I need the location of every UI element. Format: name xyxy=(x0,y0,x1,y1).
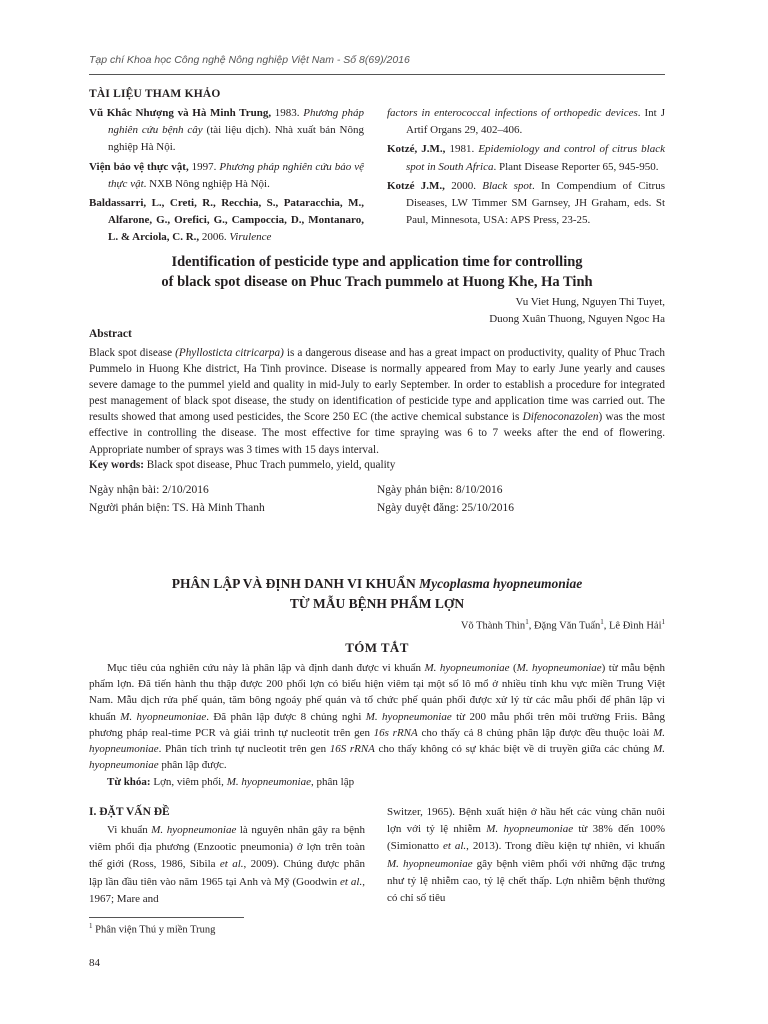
vn-title-line: TỪ MẪU BỆNH PHẨM LỢN xyxy=(289,595,465,611)
english-title-line: Identification of pesticide type and application time for controlling xyxy=(171,254,583,270)
ref-authors: Viện bảo vệ thực vật, xyxy=(89,160,189,173)
reference-entry xyxy=(387,178,665,230)
vn-keywords-label: Từ khóa: xyxy=(107,776,151,788)
italic-term: et al. xyxy=(219,858,244,871)
ref-authors: Kotzé, J.M., xyxy=(387,143,446,156)
ref-tail: . In Compendium of Citrus Diseases, LW Timmer SM Garnsey, JH Graham, eds. St Paul, Minnesota, USA: APS Press, 23-25. xyxy=(406,179,665,227)
footnote xyxy=(89,922,215,936)
ref-year: 1997. xyxy=(188,160,220,173)
vn-keywords xyxy=(89,774,665,790)
italic-term: M. hyopneumoniae xyxy=(387,857,473,870)
author-separator: , xyxy=(528,620,534,632)
header-rule xyxy=(89,74,665,75)
author-line: Duong Xuân Thuong, Nguyen Ngoc Ha xyxy=(489,312,665,325)
ref-title: Epidemiology and control of citrus black spot in South Africa xyxy=(406,143,666,173)
text-run: Vi khuẩn xyxy=(107,824,152,836)
ref-title: Phương pháp nghiên cứu bệnh cây xyxy=(108,107,365,137)
english-article-authors xyxy=(300,294,665,327)
ref-title: Virulence xyxy=(229,231,272,244)
references-left-column xyxy=(89,105,364,249)
keywords-text: Black spot disease, Phuc Trach pummelo, yield, quality xyxy=(144,459,396,471)
journal-header: Tạp chí Khoa học Công nghệ Nông nghiệp Việt Nam - Số 8(69)/2016 xyxy=(89,54,410,66)
text-run: cho thấy không có sự khác biệt về di truyền giữa các chủng xyxy=(374,743,654,756)
text-run: từ 38% đến 100% (Simionatto xyxy=(387,823,665,853)
vietnamese-article-title xyxy=(89,574,665,613)
author-line: Vu Viet Hung, Nguyen Thi Tuyet, xyxy=(515,296,665,308)
reference-entry xyxy=(387,141,665,175)
text-run: . Phân tích trình tự nucleotit trên gen xyxy=(158,743,330,756)
reference-entry xyxy=(89,195,364,247)
author-separator: , xyxy=(603,620,609,632)
ref-authors: Vũ Khắc Nhượng và Hà Minh Trung, xyxy=(89,107,272,119)
text-run: phân lập được. xyxy=(158,759,227,772)
abstract-chemical: Difenoconazolen xyxy=(522,411,599,424)
abstract-part: Black spot disease xyxy=(89,347,176,359)
ref-title: Black spot xyxy=(482,179,532,192)
intro-left-column xyxy=(89,822,365,908)
italic-term: M. hyopneumoniae xyxy=(120,710,207,723)
author-name: Võ Thành Thìn xyxy=(460,620,526,632)
ref-tail: (tài liệu dịch). Nhà xuất bản Nông nghiệp Hà Nội. xyxy=(108,124,364,154)
vn-title-species: Mycoplasma hyopneumoniae xyxy=(419,576,583,591)
footnote-text: Phân viện Thú y miền Trung xyxy=(92,924,216,936)
ref-tail: . NXB Nông nghiệp Hà Nội. xyxy=(143,177,270,190)
text-run: từ 200 mẫu phổi trên môi trường Friis. Bằng phương pháp real-time PCR và giải trình tự nucleotit trên gen xyxy=(89,710,666,739)
reference-entry xyxy=(387,105,665,139)
ref-year: 1983. xyxy=(271,107,304,119)
italic-term: M. hyopneumoniae xyxy=(151,824,237,836)
text-run: Switzer, 1965). Bệnh xuất hiện ở hầu hết các vùng chăn nuôi lợn với tỷ lệ nhiễm xyxy=(387,806,665,836)
author-affiliation: 1 xyxy=(661,618,665,626)
intro-right-column xyxy=(387,804,665,907)
vietnamese-article-authors xyxy=(300,615,665,634)
ref-tail: . Plant Disease Reporter 65, 945-950. xyxy=(493,160,659,173)
text-run: ) từ mẫu bệnh phẩm lợn. Đã tiến hành thu thập được 200 phổi lợn có biểu hiện viêm tại một số lô mổ ở nhiều tỉnh khu vực miền Trung Việt Nam. Mẫu dịch rửa phế quản, tăm bông ngoáy phế quản và tổ chức phế quản phổi được xử lý từ các mẫu phổi để phân lập vi khuẩn xyxy=(89,662,666,723)
review-date: Ngày phản biện: 8/10/2016 xyxy=(377,484,503,496)
accepted-date: Ngày duyệt đăng: 25/10/2016 xyxy=(377,501,515,514)
italic-term: M. hyopneumoniae xyxy=(516,662,602,674)
author-affiliation: 1 xyxy=(600,618,604,626)
text-run: cho thấy cả 8 chủng phân lập được đều thuộc loài xyxy=(417,726,654,739)
italic-term: 16S rRNA xyxy=(329,743,375,756)
author-name: Đặng Văn Tuấn xyxy=(533,620,601,632)
keywords-label: Key words: xyxy=(89,459,144,471)
vn-keywords-part: , phân lập xyxy=(311,776,355,788)
abstract-text xyxy=(89,345,665,458)
ref-year: 2006. xyxy=(199,231,230,244)
text-run: là nguyên nhân gây ra bệnh viêm phổi địa phương (Enzootic pneumonia) ở lợn trên toàn thế giới (Ross, 1986, Sibila xyxy=(89,824,365,871)
text-run: , 2009). Chúng được phân lập lần đầu tiên vào năm 1965 tại Anh và Mỹ (Goodwin xyxy=(89,858,365,888)
abstract-species: (Phyllosticta citricarpa) xyxy=(175,347,284,359)
article-dates xyxy=(89,482,665,517)
reviewer: Người phản biện: TS. Hà Minh Thanh xyxy=(89,501,265,514)
footnote-marker: 1 xyxy=(89,922,93,930)
italic-term: M. hyopneumoniae xyxy=(365,710,452,723)
ref-authors: Kotzé J.M., xyxy=(387,179,445,192)
italic-term: 16s rRNA xyxy=(373,726,418,739)
keywords xyxy=(89,457,665,473)
summary-text xyxy=(89,660,665,773)
abstract-heading: Abstract xyxy=(89,328,132,340)
text-run: . Đã phân lập được 8 chủng nghi xyxy=(206,710,366,723)
author-name: Lê Đình Hải xyxy=(609,620,662,632)
references-right-column xyxy=(387,105,665,231)
ref-year: 2000. xyxy=(444,179,483,192)
italic-term: M. hyopneumoniae xyxy=(424,662,510,674)
reference-entry xyxy=(89,159,364,193)
ref-year: 1981. xyxy=(445,143,479,156)
text-run: gây bệnh viêm phổi với những đặc trưng như tỷ lệ nhiễm cao, tỷ lệ chết thấp. Lợn nhiễm bệnh thường có chỉ số tiêu xyxy=(387,857,665,905)
vn-keywords-species: M. hyopneumoniae xyxy=(226,776,311,788)
ref-title: factors in enterococcal infections of orthopedic devices xyxy=(387,107,638,119)
italic-term: et al. xyxy=(340,875,363,888)
abstract-part: ) was the most effective in controlling the disease. The most effective for time spraying was 6 to 7 weeks after the end of flowering. Appropriate number of sprays was 3 times with 15 days interval. xyxy=(89,411,665,456)
received-date: Ngày nhận bài: 2/10/2016 xyxy=(89,484,209,496)
text-run: , 1967; Mare and xyxy=(89,875,365,905)
reference-entry xyxy=(89,105,364,157)
page-number: 84 xyxy=(89,957,100,969)
text-run: ( xyxy=(509,662,517,674)
ref-tail: . Int J Artif Organs 29, 402–406. xyxy=(406,107,666,137)
abstract-part: is a dangerous disease and has a great impact on productivity, quality of Phuc Trach Pummelo in Huong Khe district, Ha Tinh province. Disease is normally appeared from May to early June yearly and causes severe damage to the pummel yield and quality in mid-July to early September. In order to establish a procedure for integrated pest management of black spot disease, the study on identification of pesticide type and application time was carried out. The results showed that among used pesticides, the Score 250 EC (the active chemical substance is xyxy=(89,347,665,424)
italic-term: M. hyopneumoniae xyxy=(89,726,666,756)
author-affiliation: 1 xyxy=(525,618,529,626)
text-run: Mục tiêu của nghiên cứu này là phân lập và định danh được vi khuẩn xyxy=(107,662,425,674)
references-heading: TÀI LIỆU THAM KHẢO xyxy=(89,88,221,100)
text-run: , 2013). Trong điều kiện tự nhiên, vi khuẩn xyxy=(466,840,666,853)
summary-heading: TÓM TẮT xyxy=(345,640,409,655)
ref-authors: Baldassarri, L., Creti, R., Recchia, S., Pataracchia, M., Alfarone, G., Orefici, G., Campoccia, D., Montanaro, L. & Arciola, C. R., xyxy=(89,197,364,244)
footnote-rule xyxy=(89,917,244,918)
section-heading: I. ĐẶT VẤN ĐỀ xyxy=(89,806,170,818)
vn-keywords-part: Lợn, viêm phổi, xyxy=(150,776,227,788)
italic-term: et al. xyxy=(442,840,467,853)
italic-term: M. hyopneumoniae xyxy=(486,823,574,836)
vn-title-line xyxy=(89,574,665,594)
vn-title-part: PHÂN LẬP VÀ ĐỊNH DANH VI KHUẨN xyxy=(171,576,420,591)
italic-term: M. hyopneumoniae xyxy=(89,743,665,772)
english-title-line: of black spot disease on Phuc Trach pummelo at Huong Khe, Ha Tinh xyxy=(161,274,593,290)
ref-title: Phương pháp nghiên cứu bảo vệ thực vật xyxy=(108,160,364,190)
english-article-title xyxy=(89,252,665,292)
